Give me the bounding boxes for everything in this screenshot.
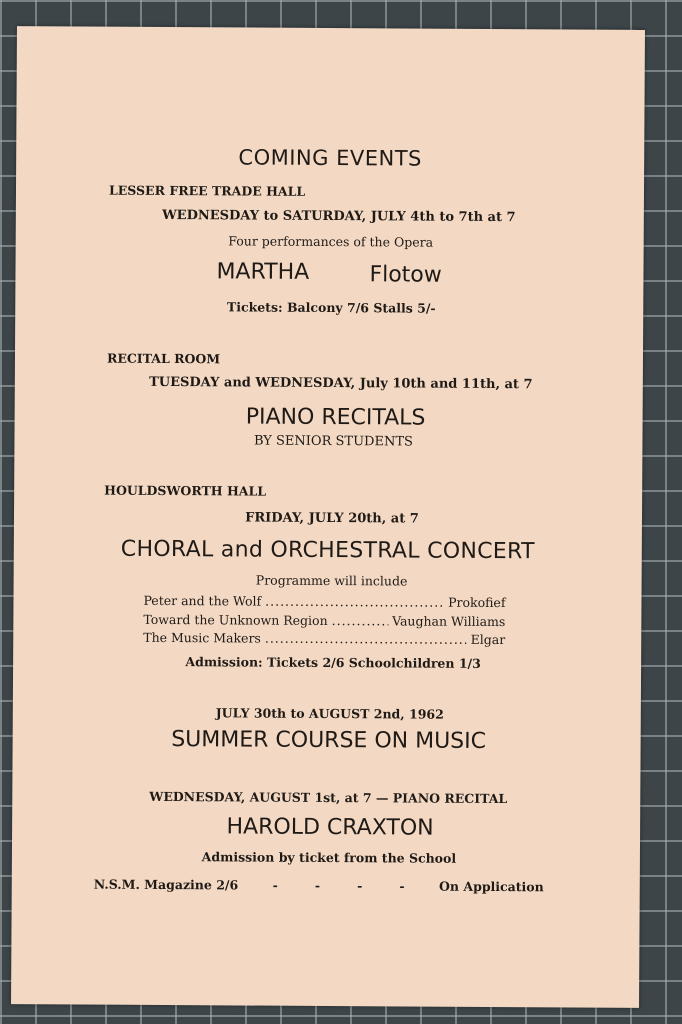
availability-text: On Application	[439, 878, 544, 895]
dash: -	[314, 877, 321, 893]
magazine-price: N.S.M. Magazine 2/6	[93, 876, 239, 893]
programme-composer: Prokofief	[448, 594, 506, 611]
event5-performer: HAROLD CRAXTON	[226, 814, 434, 841]
event2-venue: RECITAL ROOM	[106, 350, 221, 367]
footer	[94, 877, 544, 895]
event4-dates: JULY 30th to AUGUST 2nd, 1962	[215, 705, 444, 722]
event5-admission: Admission by ticket from the School	[201, 849, 457, 866]
page-title: COMING EVENTS	[238, 145, 422, 171]
event3-heading: CHORAL and ORCHESTRAL CONCERT	[120, 536, 535, 565]
programme-leaflet	[11, 26, 645, 1008]
programme-composer: Elgar	[470, 631, 506, 648]
event1-description: Four performances of the Opera	[228, 233, 434, 250]
dash: -	[357, 878, 363, 894]
programme-work: The Music Makers	[143, 629, 261, 646]
programme-work: Toward the Unknown Region	[143, 611, 328, 628]
programme-work: Peter and the Wolf	[143, 592, 262, 609]
dash: -	[272, 877, 278, 893]
programme-item	[143, 612, 505, 629]
dash-leaders	[238, 877, 439, 893]
leader-dots	[265, 594, 444, 610]
dash: -	[399, 878, 405, 894]
event1-opera: MARTHA	[216, 259, 310, 285]
event3-dates: FRIDAY, JULY 20th, at 7	[245, 510, 419, 527]
event2-heading: PIANO RECITALS	[245, 404, 426, 431]
leader-dots	[265, 631, 467, 647]
event1-tickets: Tickets: Balcony 7/6 Stalls 5/-	[226, 299, 436, 316]
event1-dates: WEDNESDAY to SATURDAY, JULY 4th to 7th at 7	[162, 207, 516, 226]
event3-venue: HOULDSWORTH HALL	[104, 482, 267, 499]
programme-item	[143, 630, 505, 647]
event4-heading: SUMMER COURSE ON MUSIC	[171, 727, 487, 754]
programme-item	[143, 593, 505, 610]
event2-dates: TUESDAY and WEDNESDAY, July 10th and 11th, at 7	[149, 374, 533, 393]
event2-subheading: BY SENIOR STUDENTS	[253, 433, 413, 450]
event5-dates: WEDNESDAY, AUGUST 1st, at 7 — PIANO RECITAL	[149, 788, 508, 807]
event1-composer: Flotow	[369, 262, 442, 288]
event3-intro: Programme will include	[255, 572, 408, 589]
programme-composer: Vaughan Williams	[392, 613, 506, 630]
event3-admission: Admission: Tickets 2/6 Schoolchildren 1/3	[185, 654, 481, 671]
event1-venue: LESSER FREE TRADE HALL	[108, 182, 306, 199]
leader-dots	[332, 613, 389, 628]
